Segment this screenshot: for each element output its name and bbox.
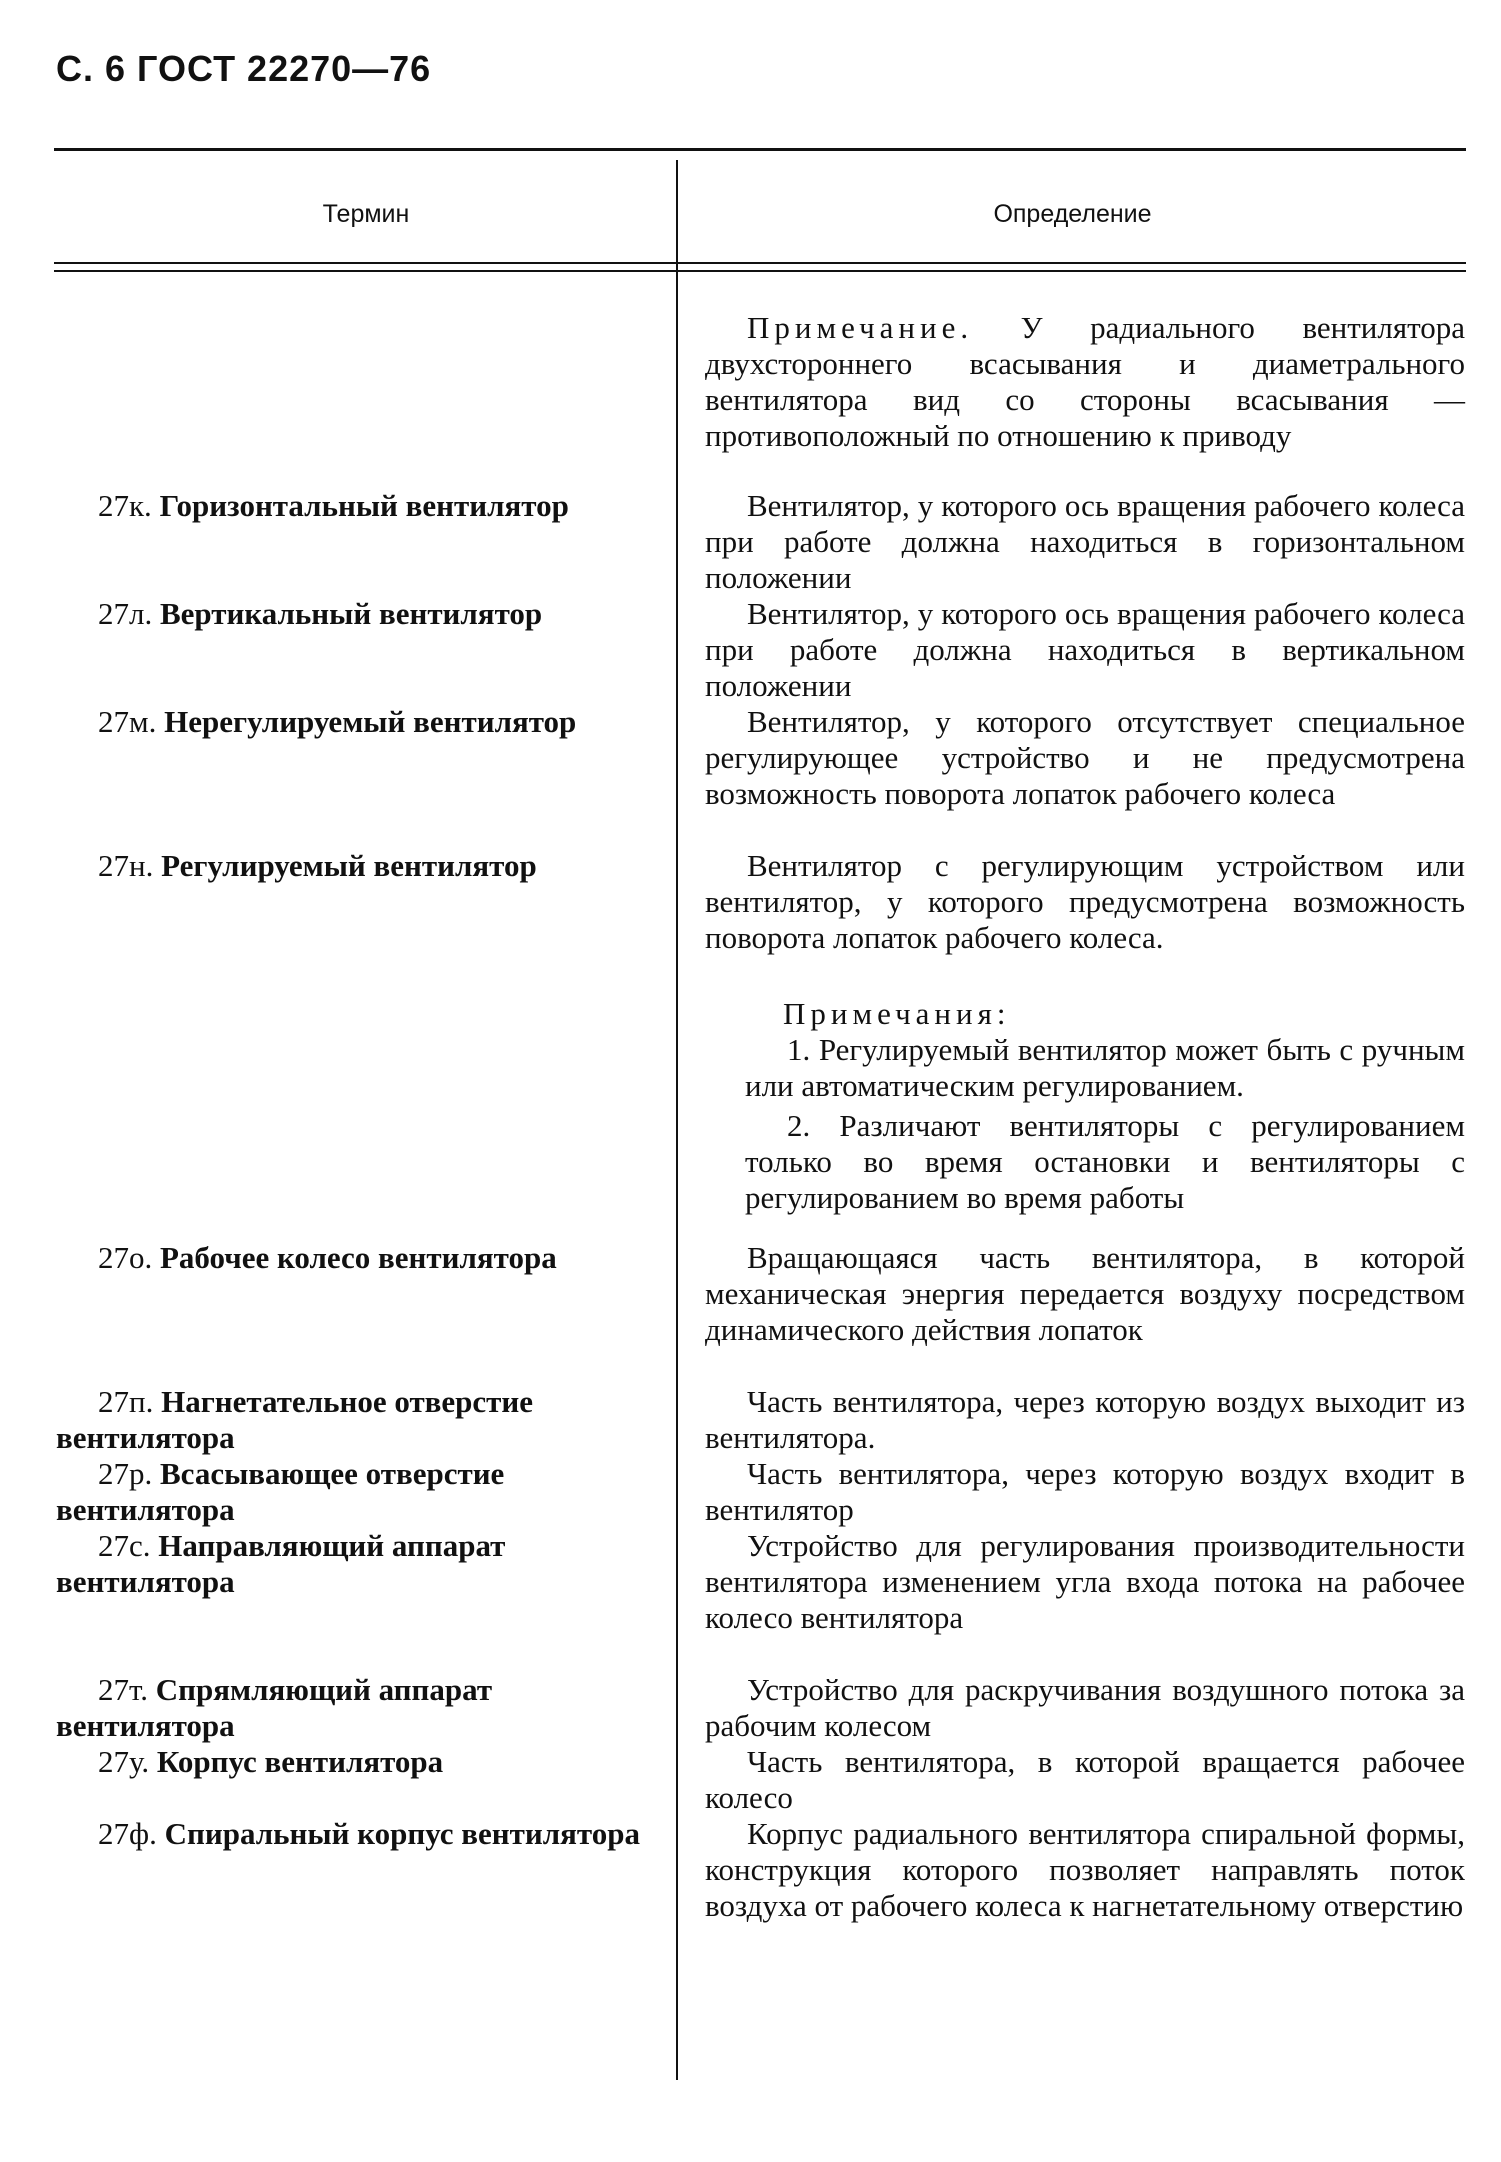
definition-27o: Вращающаяся часть вентилятора, в которой механическая энергия передается воздуху посредством динамического действия лопаток <box>705 1240 1465 1347</box>
notes-label: Примечания: <box>783 996 1011 1031</box>
note-item: 1. Регулируемый вентилятор может быть с ручным или автоматическим регулированием. <box>745 1032 1465 1103</box>
term-27r <box>56 1456 652 1528</box>
note-intro <box>705 310 1465 454</box>
definition-27f: Корпус радиального вентилятора спиральной формы, конструкция которого позволяет направлять поток воздуха от рабочего колеса к нагнетательному отверстию <box>705 1816 1465 1923</box>
term-number: 27у. <box>98 1744 150 1779</box>
term-27t <box>56 1672 652 1744</box>
page-header: С. 6 ГОСТ 22270—76 <box>56 48 432 89</box>
top-rule <box>54 148 1466 151</box>
term-number: 27м. <box>98 704 157 739</box>
term-text: Спрямляющий аппарат вентилятора <box>56 1672 493 1743</box>
term-text: Нагнетательное отверстие вентилятора <box>56 1384 534 1455</box>
column-divider <box>676 160 678 2080</box>
term-text: Спиральный корпус вентилятора <box>164 1816 640 1851</box>
term-27f <box>56 1816 652 1852</box>
term-number: 27п. <box>98 1384 154 1419</box>
term-text: Нерегулируемый вентилятор <box>164 704 577 739</box>
term-text: Корпус вентилятора <box>156 1744 444 1779</box>
term-27s <box>56 1528 652 1600</box>
header-rule-lower <box>54 270 1466 272</box>
term-number: 27к. <box>98 488 152 523</box>
term-number: 27о. <box>98 1240 153 1275</box>
definition-27s: Устройство для регулирования производительности вентилятора изменением угла входа потока на рабочее колесо вентилятора <box>705 1528 1465 1635</box>
term-27l <box>56 596 652 632</box>
term-27m <box>56 704 652 740</box>
notes-27n <box>745 996 1465 1216</box>
note-intro-text: У радиального вентилятора двухстороннего всасывания и диаметрального вентилятора вид со стороны всасывания — противоположный по отношению к приводу <box>705 310 1466 453</box>
definition-27n: Вентилятор с регулирующим устройством или вентилятор, у которого предусмотрена возможность поворота лопаток рабочего колеса. <box>705 848 1465 955</box>
definition-27m: Вентилятор, у которого отсутствует специальное регулирующее устройство и не предусмотрена возможность поворота лопаток рабочего колеса <box>705 704 1465 811</box>
note-item: 2. Различают вентиляторы с регулированием только во время остановки и вентиляторы с регулированием во время работы <box>745 1108 1465 1215</box>
term-text: Всасывающее отверстие вентилятора <box>56 1456 505 1527</box>
definition-27r: Часть вентилятора, через которую воздух входит в вентилятор <box>705 1456 1465 1527</box>
column-header-term: Термин <box>322 200 410 228</box>
term-number: 27т. <box>98 1672 148 1707</box>
definition-27k: Вентилятор, у которого ось вращения рабочего колеса при работе должна находиться в горизонтальном положении <box>705 488 1465 595</box>
definition-27l: Вентилятор, у которого ось вращения рабочего колеса при работе должна находиться в вертикальном положении <box>705 596 1465 703</box>
term-27k <box>56 488 652 524</box>
header-rule-upper <box>54 262 1466 264</box>
column-header-definition: Определение <box>993 200 1152 228</box>
term-text: Горизонтальный вентилятор <box>159 488 569 523</box>
term-text: Регулируемый вентилятор <box>161 848 537 883</box>
definition-27u: Часть вентилятора, в которой вращается рабочее колесо <box>705 1744 1465 1815</box>
term-27n <box>56 848 652 884</box>
term-number: 27р. <box>98 1456 153 1491</box>
term-text: Рабочее колесо вентилятора <box>160 1240 557 1275</box>
term-number: 27н. <box>98 848 154 883</box>
term-number: 27ф. <box>98 1816 157 1851</box>
term-27u <box>56 1744 652 1780</box>
term-number: 27л. <box>98 596 153 631</box>
term-text: Направляющий аппарат вентилятора <box>56 1528 506 1599</box>
definition-27p: Часть вентилятора, через которую воздух выходит из вентилятора. <box>705 1384 1465 1455</box>
term-27o <box>56 1240 652 1276</box>
term-27p <box>56 1384 652 1456</box>
term-text: Вертикальный вентилятор <box>159 596 543 631</box>
definition-27t: Устройство для раскручивания воздушного потока за рабочим колесом <box>705 1672 1465 1743</box>
term-number: 27с. <box>98 1528 151 1563</box>
note-intro-label: Примечание. <box>747 310 974 345</box>
